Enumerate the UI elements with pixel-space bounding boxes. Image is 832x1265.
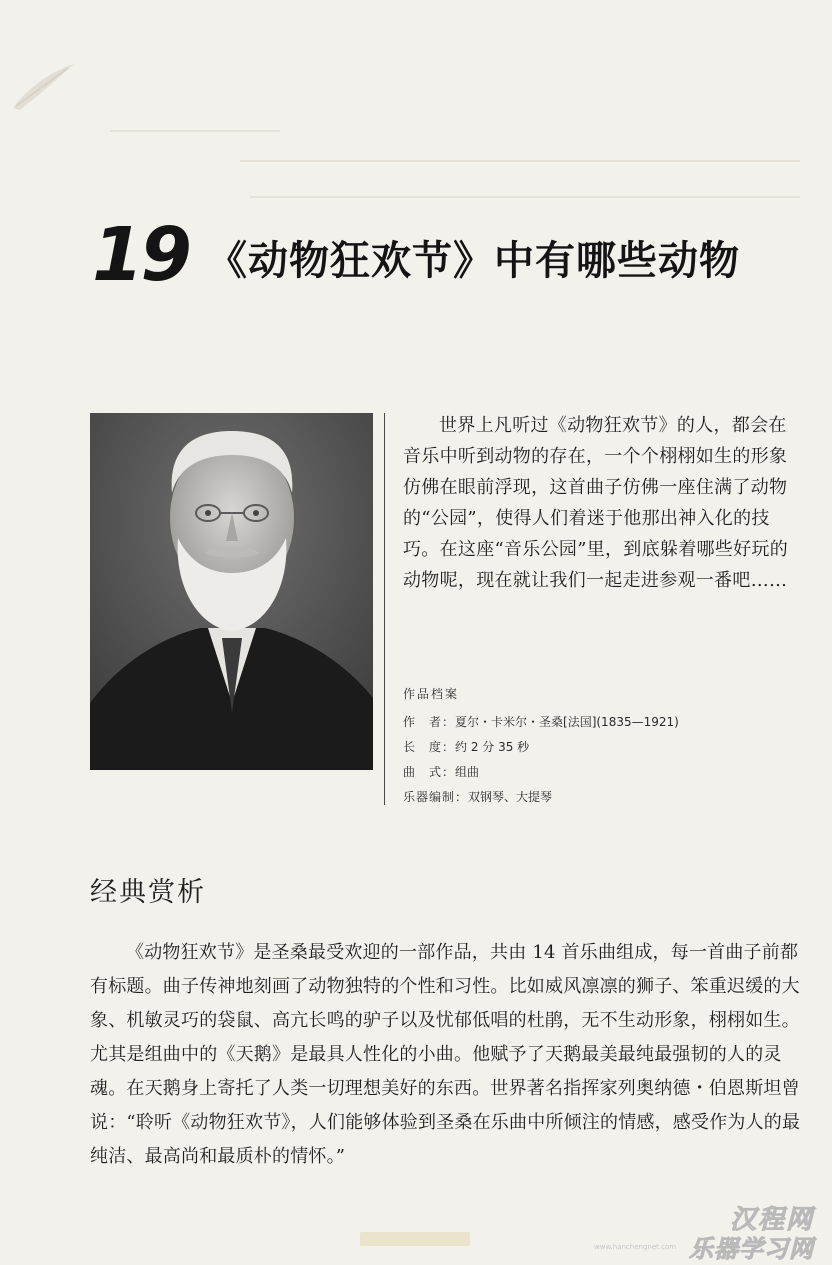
- section-heading: 经典赏析: [90, 877, 206, 908]
- chapter-title: 《动物狂欢节》中有哪些动物: [206, 238, 740, 284]
- profile-value: 组曲: [455, 765, 480, 779]
- profile-row-instrumentation: [403, 785, 803, 810]
- bleed-through-line: [110, 130, 280, 132]
- chapter-number: 19: [92, 212, 189, 298]
- intro-paragraph: 世界上凡听过《动物狂欢节》的人，都会在音乐中听到动物的存在，一个个栩栩如生的形象仿佛在眼前浮现，这首曲子仿佛一座住满了动物的“公园”，使得人们着迷于他那出神入化的技巧。在这座“音乐公园”里，到底躲着哪些好玩的动物呢，现在就让我们一起走进参观一番吧……: [403, 415, 789, 591]
- analysis-paragraph: 《动物狂欢节》是圣桑最受欢迎的一部作品，共由 14 首乐曲组成，每一首曲子前都有标题。曲子传神地刻画了动物独特的个性和习性。比如威风凛凛的狮子、笨重迟缓的大象、机敏灵巧的袋鼠、高亢长鸣的驴子以及忧郁低唱的杜鹃，无不生动形象，栩栩如生。尤其是组曲中的《天鹅》是最具人性化的小曲。他赋予了天鹅最美最纯最强韧的人的灵魂。在天鹅身上寄托了人类一切理想美好的东西。世界著名指挥家列奥纳德・伯恩斯坦曾说：“聆听《动物狂欢节》，人们能够体验到圣桑在乐曲中所倾注的情感，感受作为人的最纯洁、最高尚和最质朴的情怀。”: [90, 942, 801, 1167]
- profile-value: 双钢琴、大提琴: [468, 790, 553, 804]
- running-header-ghost: [8, 50, 268, 130]
- profile-label: 长 度：: [403, 740, 456, 754]
- profile-row-length: [403, 735, 803, 760]
- vertical-divider: [384, 413, 385, 805]
- composer-portrait: [90, 413, 373, 770]
- work-profile-heading: 作品档案: [403, 687, 460, 701]
- profile-value: 夏尔・卡米尔・圣桑[法国](1835—1921): [455, 715, 679, 729]
- profile-label: 乐器编制：: [403, 790, 469, 804]
- bleed-through-line: [250, 196, 800, 198]
- work-profile: [403, 682, 803, 810]
- profile-label: 曲 式：: [403, 765, 456, 779]
- chapter-title-block: [92, 212, 812, 298]
- page-number-decoration: [360, 1232, 470, 1246]
- profile-row-form: [403, 760, 803, 785]
- bleed-through-line: [240, 160, 800, 162]
- watermark-url: www.hanchengnet.com: [594, 1243, 677, 1251]
- watermark-line-1: 汉程网: [729, 1205, 814, 1235]
- profile-label: 作 者：: [403, 715, 456, 729]
- watermark-line-2: 乐器学习网: [689, 1235, 814, 1263]
- profile-value: 约 2 分 35 秒: [455, 740, 530, 754]
- profile-row-author: [403, 710, 803, 735]
- site-watermark: [594, 1199, 824, 1263]
- feather-ornament-icon: [8, 58, 78, 118]
